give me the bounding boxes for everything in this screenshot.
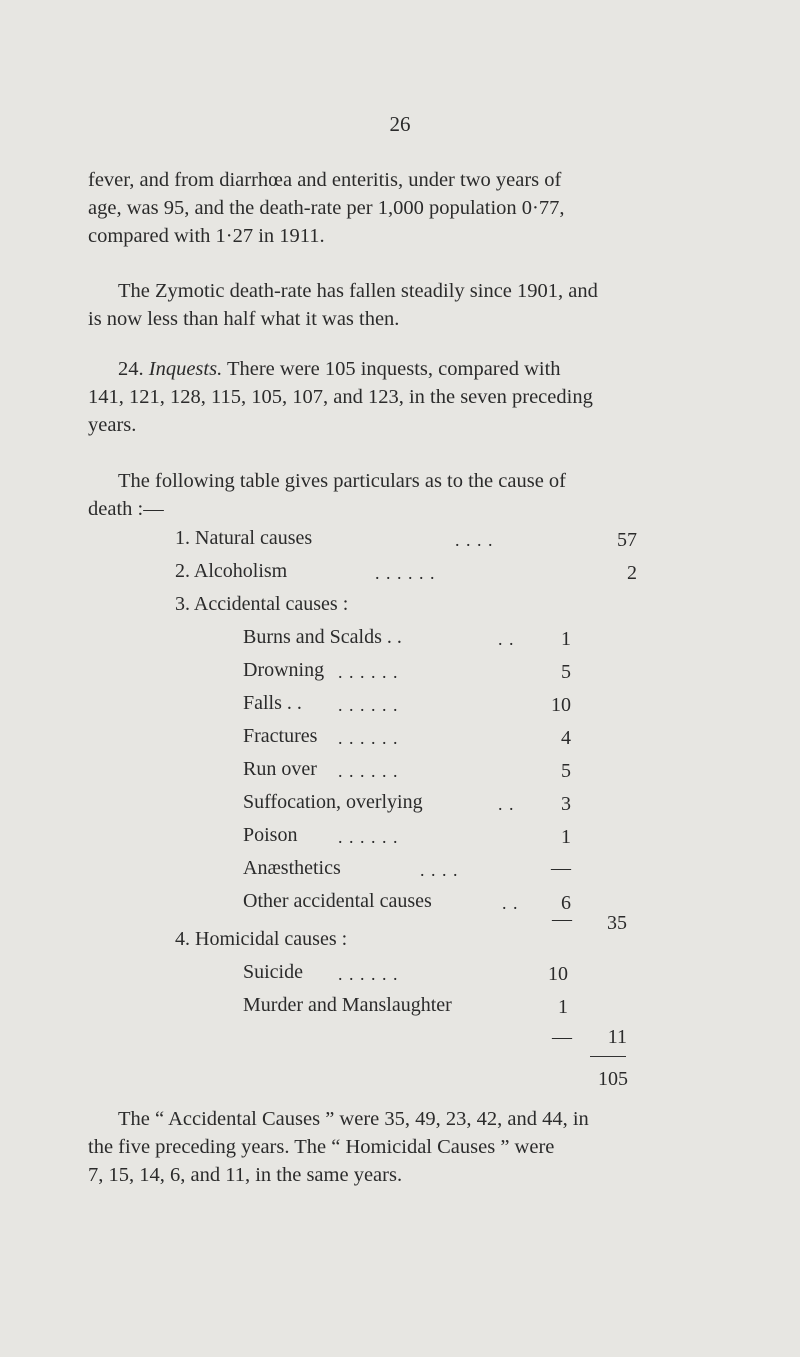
section-heading: Inquests.: [148, 358, 223, 380]
leader-dots: . . . . . .: [338, 761, 399, 781]
value-alcoholism: 2: [627, 562, 637, 584]
value-accidental-total: 35: [607, 912, 627, 934]
value-run-over: 5: [561, 760, 571, 782]
value-drowning: 5: [561, 661, 571, 683]
value-anaesthetics: —: [551, 857, 571, 879]
section-number: 24.: [118, 358, 144, 380]
row-label-drowning: Drowning: [243, 659, 325, 681]
value-murder: 1: [558, 996, 568, 1018]
text-line: compared with 1·27 in 1911.: [88, 225, 325, 247]
text-line: death :—: [88, 498, 164, 520]
text-fragment: There were 105 inquests, compared with: [226, 358, 561, 380]
value-burns: 1: [561, 628, 571, 650]
leader-dots: . . . . . .: [338, 728, 399, 748]
row-label-alcoholism: 2. Alcoholism: [175, 560, 288, 582]
row-label-suffocation: Suffocation, overlying: [243, 791, 423, 813]
text-line: is now less than half what it was then.: [88, 308, 400, 330]
leader-dots: . . . . . .: [338, 695, 399, 715]
text-line: 7, 15, 14, 6, and 11, in the same years.: [88, 1164, 403, 1186]
leader-dots: . .: [498, 794, 515, 814]
value-suffocation: 3: [561, 793, 571, 815]
text-line: the five preceding years. The “ Homicidal Causes ” were: [88, 1136, 555, 1158]
value-falls: 10: [551, 694, 571, 716]
value-suicide: 10: [548, 963, 568, 985]
leader-dots: . . . . . .: [338, 964, 399, 984]
value-natural: 57: [617, 529, 637, 551]
text-line: The Zymotic death-rate has fallen steadily since 1901, and: [118, 280, 598, 302]
row-label-suicide: Suicide: [243, 961, 303, 983]
leader-dots: . . . .: [420, 860, 459, 880]
paragraph-zymotic: [88, 277, 748, 333]
paragraph-table-intro: [88, 467, 748, 523]
value-grand-total: 105: [598, 1068, 628, 1090]
row-label-burns: Burns and Scalds . .: [243, 626, 402, 648]
text-line: The following table gives particulars as to the cause of: [118, 470, 567, 492]
value-homicidal-total: 11: [607, 1026, 627, 1048]
row-label-falls: Falls . .: [243, 692, 302, 714]
row-label-other-accidental: Other accidental causes: [243, 890, 432, 912]
row-label-run-over: Run over: [243, 758, 317, 780]
leader-dots: . .: [502, 893, 519, 913]
text-line: 141, 121, 128, 115, 105, 107, and 123, in the seven preceding: [88, 386, 593, 408]
leader-dots: . .: [498, 629, 515, 649]
text-line: [88, 355, 748, 383]
subtotal-dash: —: [552, 908, 572, 930]
text-line: The “ Accidental Causes ” were 35, 49, 23, 42, and 44, in: [118, 1108, 589, 1130]
row-label-poison: Poison: [243, 824, 298, 846]
paragraph-inquests: [88, 355, 748, 439]
value-other-accidental: 6: [561, 892, 571, 914]
value-fractures: 4: [561, 727, 571, 749]
text-line: age, was 95, and the death-rate per 1,000 population 0·77,: [88, 197, 565, 219]
heading-homicidal: 4. Homicidal causes :: [175, 928, 348, 950]
total-rule: [590, 1056, 626, 1057]
row-label-fractures: Fractures: [243, 725, 318, 747]
leader-dots: . . . . . .: [338, 827, 399, 847]
heading-accidental: 3. Accidental causes :: [175, 593, 349, 615]
paragraph-previous-years: [88, 1105, 748, 1189]
leader-dots: . . . .: [455, 530, 494, 550]
leader-dots: . . . . . .: [338, 662, 399, 682]
subtotal-dash: —: [552, 1026, 572, 1048]
row-label-natural: 1. Natural causes: [175, 527, 313, 549]
page-number: 26: [389, 112, 411, 136]
paragraph-infant-diarrhoea: [88, 166, 748, 250]
leader-dots: . . . . . .: [375, 563, 436, 583]
text-line: fever, and from diarrhœa and enteritis, under two years of: [88, 169, 562, 191]
row-label-murder: Murder and Manslaughter: [243, 994, 452, 1016]
row-label-anaesthetics: Anæsthetics: [243, 857, 341, 879]
text-line: years.: [88, 414, 137, 436]
value-poison: 1: [561, 826, 571, 848]
